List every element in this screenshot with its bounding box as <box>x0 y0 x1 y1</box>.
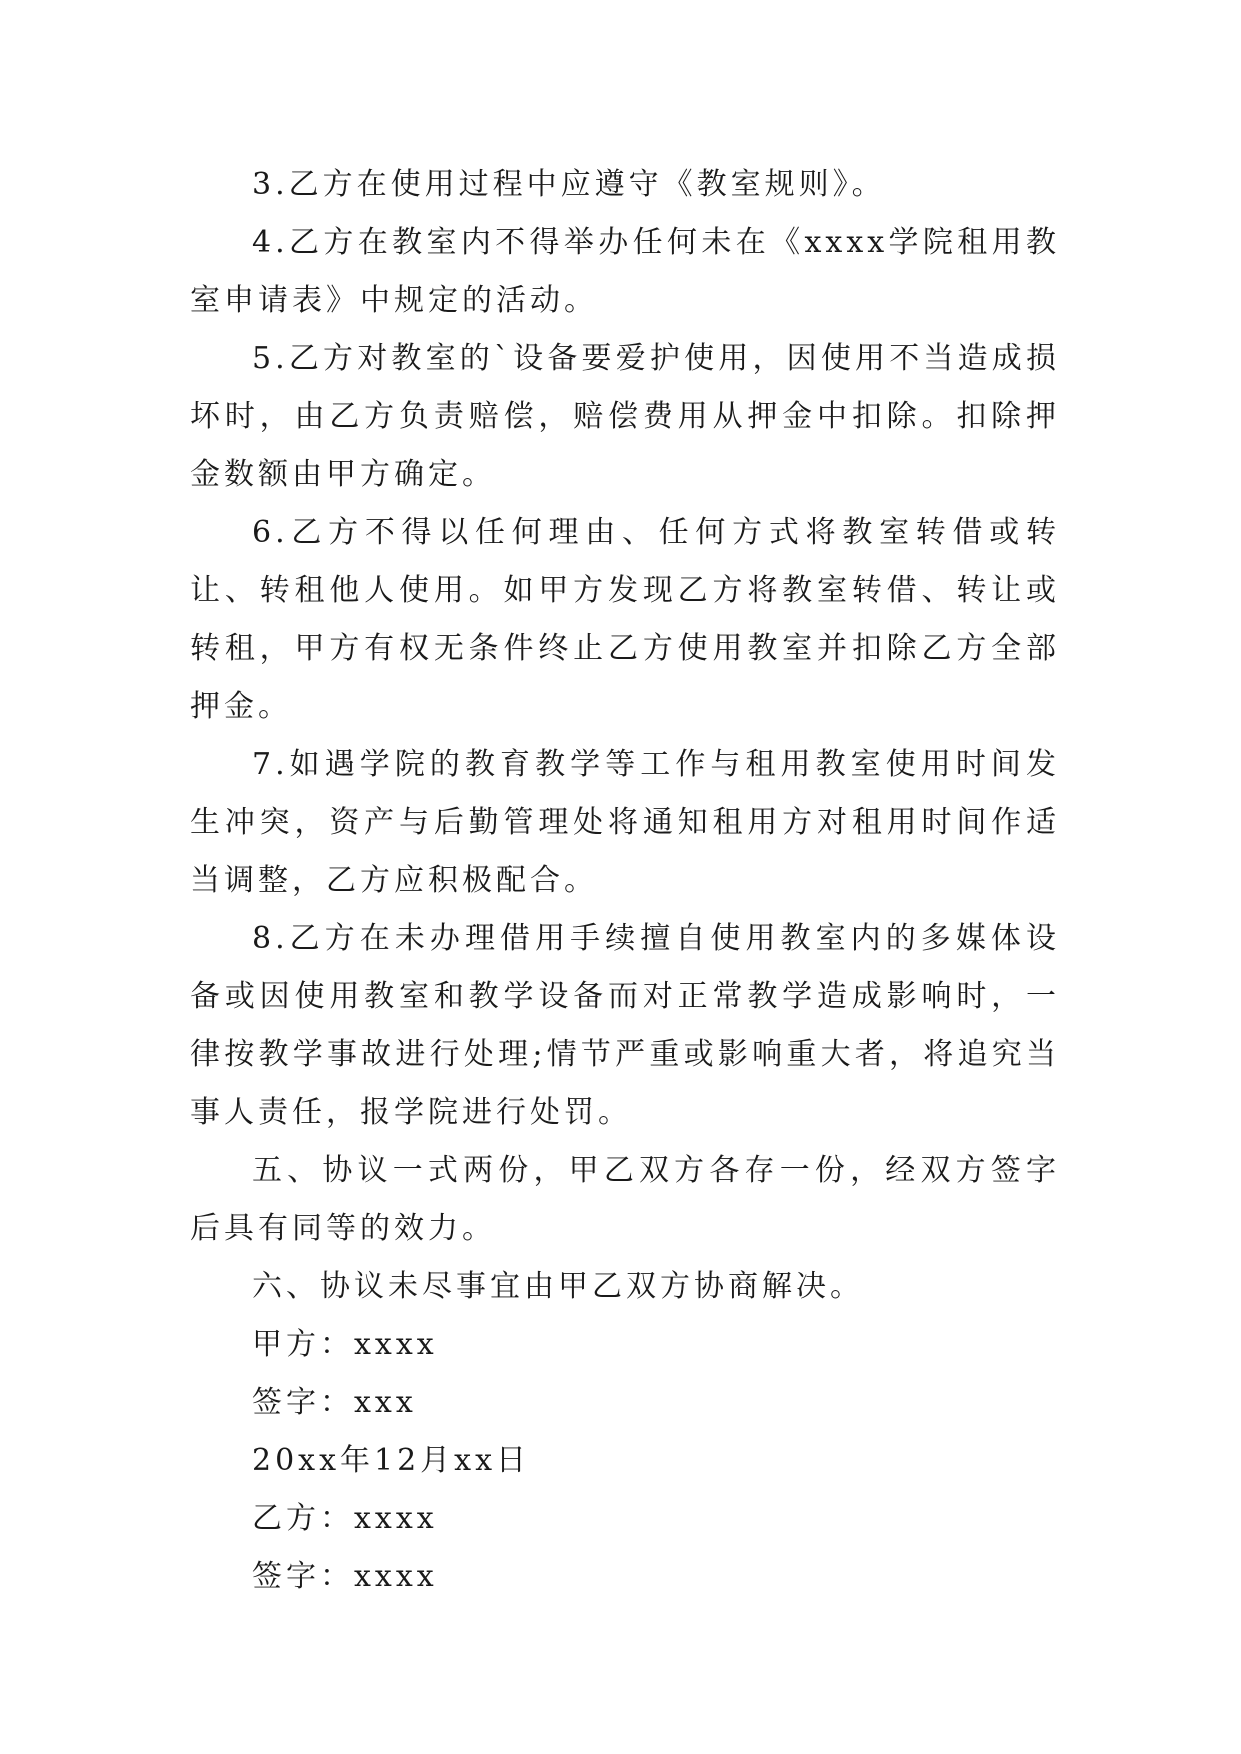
party-b-signature: 签字：xxxx <box>252 1559 438 1594</box>
document-body <box>190 156 1060 1606</box>
section-six: 六、协议未尽事宜由甲乙双方协商解决。 <box>252 1269 864 1304</box>
clause-7: 7.如遇学院的教育教学等工作与租用教室使用时间发生冲突，资产与后勤管理处将通知租用方对租用时间作适当调整，乙方应积极配合。 <box>190 747 1060 898</box>
signing-date: 20xx年12月xx日 <box>252 1443 531 1478</box>
party-a-line: 甲方：xxxx <box>252 1327 438 1362</box>
clause-8: 8.乙方在未办理借用手续擅自使用教室内的多媒体设备或因使用教室和教学设备而对正常教学造成影响时，一律按教学事故进行处理;情节严重或影响重大者，将追究当事人责任，报学院进行处罚。 <box>190 921 1060 1130</box>
clause-4: 4.乙方在教室内不得举办任何未在《xxxx学院租用教室申请表》中规定的活动。 <box>190 225 1060 318</box>
clause-6: 6.乙方不得以任何理由、任何方式将教室转借或转让、转租他人使用。如甲方发现乙方将教室转借、转让或转租，甲方有权无条件终止乙方使用教室并扣除乙方全部押金。 <box>190 515 1060 724</box>
section-five: 五、协议一式两份，甲乙双方各存一份，经双方签字后具有同等的效力。 <box>190 1153 1060 1246</box>
party-b-line: 乙方：xxxx <box>252 1501 438 1536</box>
party-a-signature: 签字：xxx <box>252 1385 417 1420</box>
clause-3: 3.乙方在使用过程中应遵守《教室规则》。 <box>252 167 886 202</box>
clause-5: 5.乙方对教室的`设备要爱护使用，因使用不当造成损坏时，由乙方负责赔偿，赔偿费用从押金中扣除。扣除押金数额由甲方确定。 <box>190 341 1060 492</box>
